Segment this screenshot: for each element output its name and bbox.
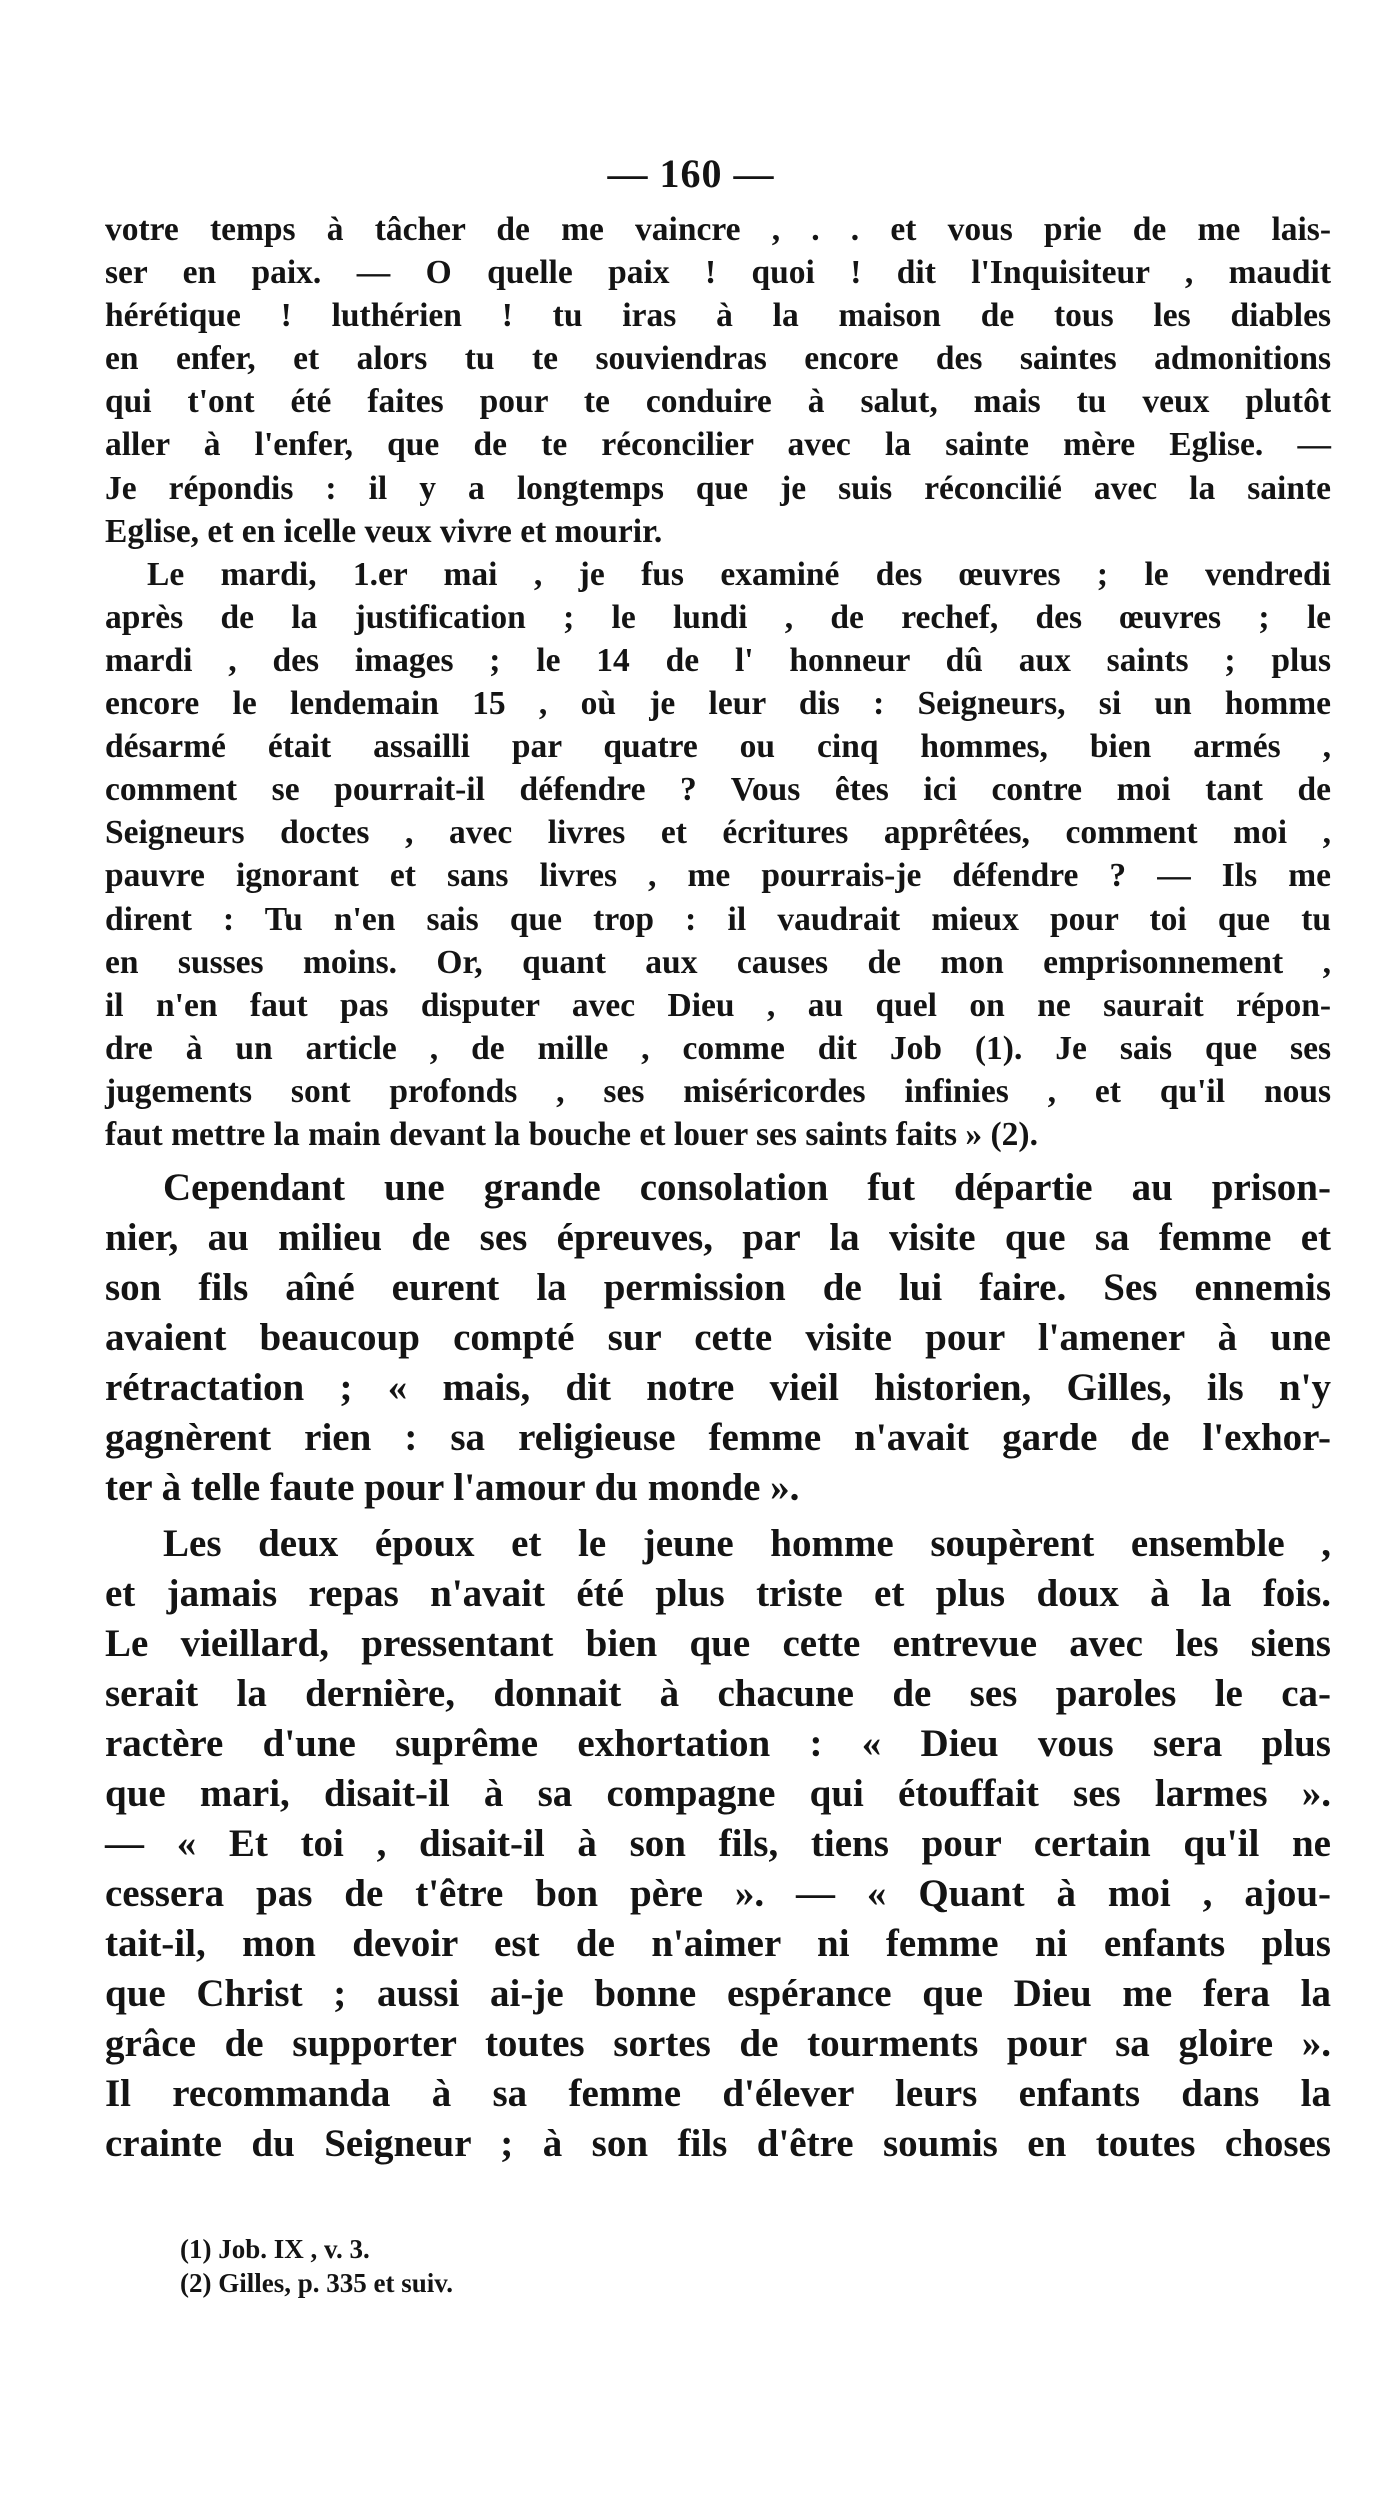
text-line: votre temps à tâcher de me vaincre , . . et vous prie de me lais-: [105, 211, 1331, 248]
text-line: crainte du Seigneur ; à son fils d'être soumis en toutes choses: [105, 2122, 1331, 2165]
text-line: désarmé était assailli par quatre ou cinq hommes, bien armés ,: [105, 728, 1331, 766]
text-line: en susses moins. Or, quant aux causes de mon emprisonnement ,: [105, 943, 1331, 981]
text-line: faut mettre la main devant la bouche et louer ses saints faits » (2).: [105, 1115, 1038, 1153]
text-line: mardi , des images ; le 14 de l' honneur dû aux saints ; plus: [105, 641, 1331, 679]
text-line: Je répondis : il y a longtemps que je suis réconcilié avec la sainte: [105, 469, 1331, 507]
text-line: ractère d'une suprême exhortation : « Dieu vous sera plus: [105, 1722, 1331, 1765]
text-line: pauvre ignorant et sans livres , me pourrais-je défendre ? — Ils me: [105, 857, 1331, 895]
text-line: comment se pourrait-il défendre ? Vous êtes ici contre moi tant de: [105, 771, 1331, 809]
footnote-2: (2) Gilles, p. 335 et suiv.: [180, 2268, 454, 2298]
text-line: aller à l'enfer, que de te réconcilier avec la sainte mère Eglise. —: [105, 426, 1331, 464]
text-line: il n'en faut pas disputer avec Dieu , au quel on ne saurait répon-: [105, 986, 1331, 1024]
text-line: Il recommanda à sa femme d'élever leurs enfants dans la: [105, 2072, 1331, 2115]
quoted-testimony-block: [105, 208, 1331, 1156]
footnotes: [180, 2232, 453, 2300]
text-line: après de la justification ; le lundi , de rechef, des œuvres ; le: [105, 598, 1331, 636]
text-line: jugements sont profonds , ses miséricordes infinies , et qu'il nous: [105, 1072, 1331, 1110]
text-line: grâce de supporter toutes sortes de tourments pour sa gloire ».: [105, 2022, 1331, 2065]
text-line: ter à telle faute pour l'amour du monde ».: [105, 1466, 800, 1509]
text-line: Seigneurs doctes , avec livres et écritures apprêtées, comment moi ,: [105, 814, 1331, 852]
text-line: et jamais repas n'avait été plus triste et plus doux à la fois.: [105, 1572, 1331, 1615]
text-line: dirent : Tu n'en sais que trop : il vaudrait mieux pour toi que tu: [105, 900, 1331, 938]
text-line: encore le lendemain 15 , où je leur dis : Seigneurs, si un homme: [105, 685, 1331, 723]
text-line: cessera pas de t'être bon père ». — « Quant à moi , ajou-: [105, 1872, 1331, 1915]
text-line: — « Et toi , disait-il à son fils, tiens pour certain qu'il ne: [105, 1822, 1331, 1865]
text-line: en enfer, et alors tu te souviendras encore des saintes admonitions: [105, 340, 1331, 378]
text-line: son fils aîné eurent la permission de lui faire. Ses ennemis: [105, 1266, 1331, 1309]
text-line: serait la dernière, donnait à chacune de ses paroles le ca-: [105, 1672, 1331, 1715]
footnote-1: (1) Job. IX , v. 3.: [180, 2234, 370, 2264]
text-line: ser en paix. — O quelle paix ! quoi ! dit l'Inquisiteur , maudit: [105, 254, 1331, 292]
text-line: que Christ ; aussi ai-je bonne espérance que Dieu me fera la: [105, 1972, 1331, 2015]
text-line: qui t'ont été faites pour te conduire à salut, mais tu veux plutôt: [105, 383, 1331, 421]
text-line: Cependant une grande consolation fut départie au prison-: [163, 1166, 1331, 1209]
text-line: dre à un article , de mille , comme dit Job (1). Je sais que ses: [105, 1029, 1331, 1067]
text-line: Les deux époux et le jeune homme soupèrent ensemble ,: [163, 1522, 1331, 1565]
text-line: gagnèrent rien : sa religieuse femme n'avait garde de l'exhor-: [105, 1416, 1331, 1459]
text-line: Eglise, et en icelle veux vivre et mourir.: [105, 512, 663, 550]
text-line: Le vieillard, pressentant bien que cette entrevue avec les siens: [105, 1622, 1331, 1665]
text-line: rétractation ; « mais, dit notre vieil historien, Gilles, ils n'y: [105, 1366, 1331, 1409]
text-line: nier, au milieu de ses épreuves, par la visite que sa femme et: [105, 1216, 1331, 1259]
page-number: — 160 —: [607, 151, 775, 196]
text-line: tait-il, mon devoir est de n'aimer ni femme ni enfants plus: [105, 1922, 1331, 1965]
text-line: avaient beaucoup compté sur cette visite pour l'amener à une: [105, 1316, 1331, 1359]
text-line: Le mardi, 1.er mai , je fus examiné des œuvres ; le vendredi: [147, 555, 1331, 593]
text-line: hérétique ! luthérien ! tu iras à la maison de tous les diables: [105, 297, 1331, 335]
narrative-block: [105, 1163, 1331, 2169]
text-line: que mari, disait-il à sa compagne qui étouffait ses larmes ».: [105, 1772, 1331, 1815]
